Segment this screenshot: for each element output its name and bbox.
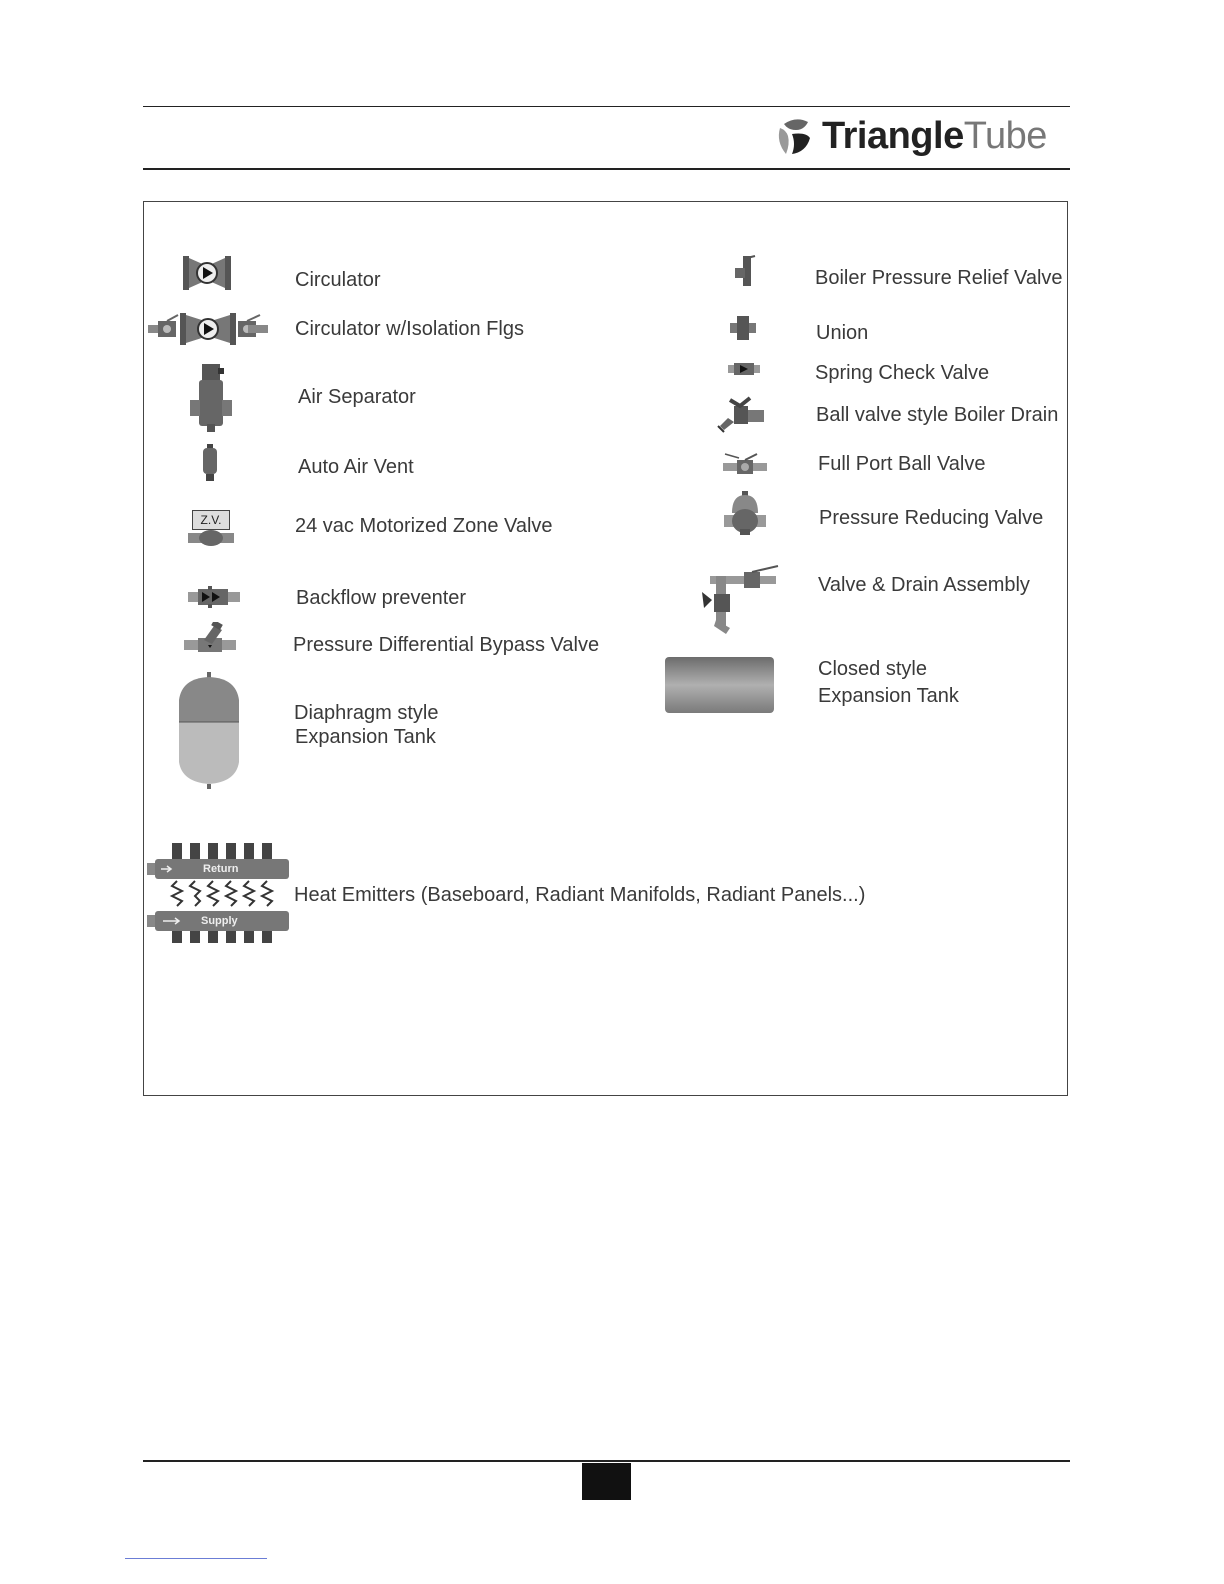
valve-drain-assembly-icon — [700, 564, 782, 634]
legend-box — [143, 201, 1068, 1096]
footer-link-underline — [125, 1558, 267, 1559]
auto-air-vent-icon — [201, 444, 219, 482]
brand-sub-text: Tube — [963, 114, 1047, 157]
union-icon — [730, 316, 756, 340]
pressure-reducing-valve-icon — [724, 491, 766, 535]
brand-logo — [774, 114, 1047, 158]
legend-label-closed-tank-line1: Closed style — [818, 658, 927, 680]
legend-label-zone-valve: 24 vac Motorized Zone Valve — [295, 515, 553, 537]
zone-valve-icon — [188, 508, 234, 548]
legend-label-ball-valve: Full Port Ball Valve — [818, 453, 986, 475]
legend-label-spring-check: Spring Check Valve — [815, 362, 990, 384]
manifold-return-label: Return — [203, 863, 239, 875]
boiler-drain-icon — [716, 396, 766, 434]
legend-label-pressure-reducing: Pressure Reducing Valve — [819, 507, 1044, 529]
legend-label-heat-emitters: Heat Emitters (Baseboard, Radiant Manifolds, Radiant Panels...) — [294, 884, 866, 906]
legend-label-air-separator: Air Separator — [298, 386, 416, 408]
triangle-tube-logo-icon — [774, 116, 812, 156]
closed-tank-icon — [665, 657, 774, 713]
header-top-rule — [143, 106, 1070, 107]
legend-label-boiler-drain: Ball valve style Boiler Drain — [816, 404, 1059, 426]
diaphragm-tank-icon — [176, 672, 242, 790]
page-number-tab — [582, 1463, 631, 1500]
air-separator-icon — [188, 362, 234, 434]
manifold-icon — [147, 841, 291, 945]
relief-valve-icon — [733, 254, 757, 288]
circulator-isolation-flanges-icon — [148, 309, 268, 349]
legend-label-auto-air-vent: Auto Air Vent — [298, 456, 414, 478]
zone-valve-icon-text: Z.V. — [192, 510, 230, 530]
footer-rule — [143, 1460, 1070, 1462]
circulator-icon — [182, 254, 232, 292]
legend-label-backflow: Backflow preventer — [296, 587, 467, 609]
brand-main-text: Triangle — [822, 114, 964, 157]
legend-label-diaphragm-line1: Diaphragm style — [294, 702, 439, 724]
backflow-preventer-icon — [188, 586, 240, 608]
legend-label-circulator: Circulator — [295, 269, 381, 291]
legend-label-relief-valve: Boiler Pressure Relief Valve — [815, 267, 1063, 289]
ball-valve-icon — [723, 452, 767, 476]
legend-label-bypass-valve: Pressure Differential Bypass Valve — [293, 634, 600, 656]
legend-label-closed-tank-line2: Expansion Tank — [818, 685, 959, 707]
legend-label-valve-drain: Valve & Drain Assembly — [818, 574, 1030, 596]
legend-label-circulator-isolation: Circulator w/Isolation Flgs — [295, 318, 524, 340]
spring-check-valve-icon — [728, 362, 760, 376]
legend-label-diaphragm-line2: Expansion Tank — [295, 726, 436, 748]
bypass-valve-icon — [184, 622, 236, 654]
header-bottom-rule — [143, 168, 1070, 170]
manifold-supply-label: Supply — [201, 915, 238, 927]
legend-label-union: Union — [816, 322, 869, 344]
